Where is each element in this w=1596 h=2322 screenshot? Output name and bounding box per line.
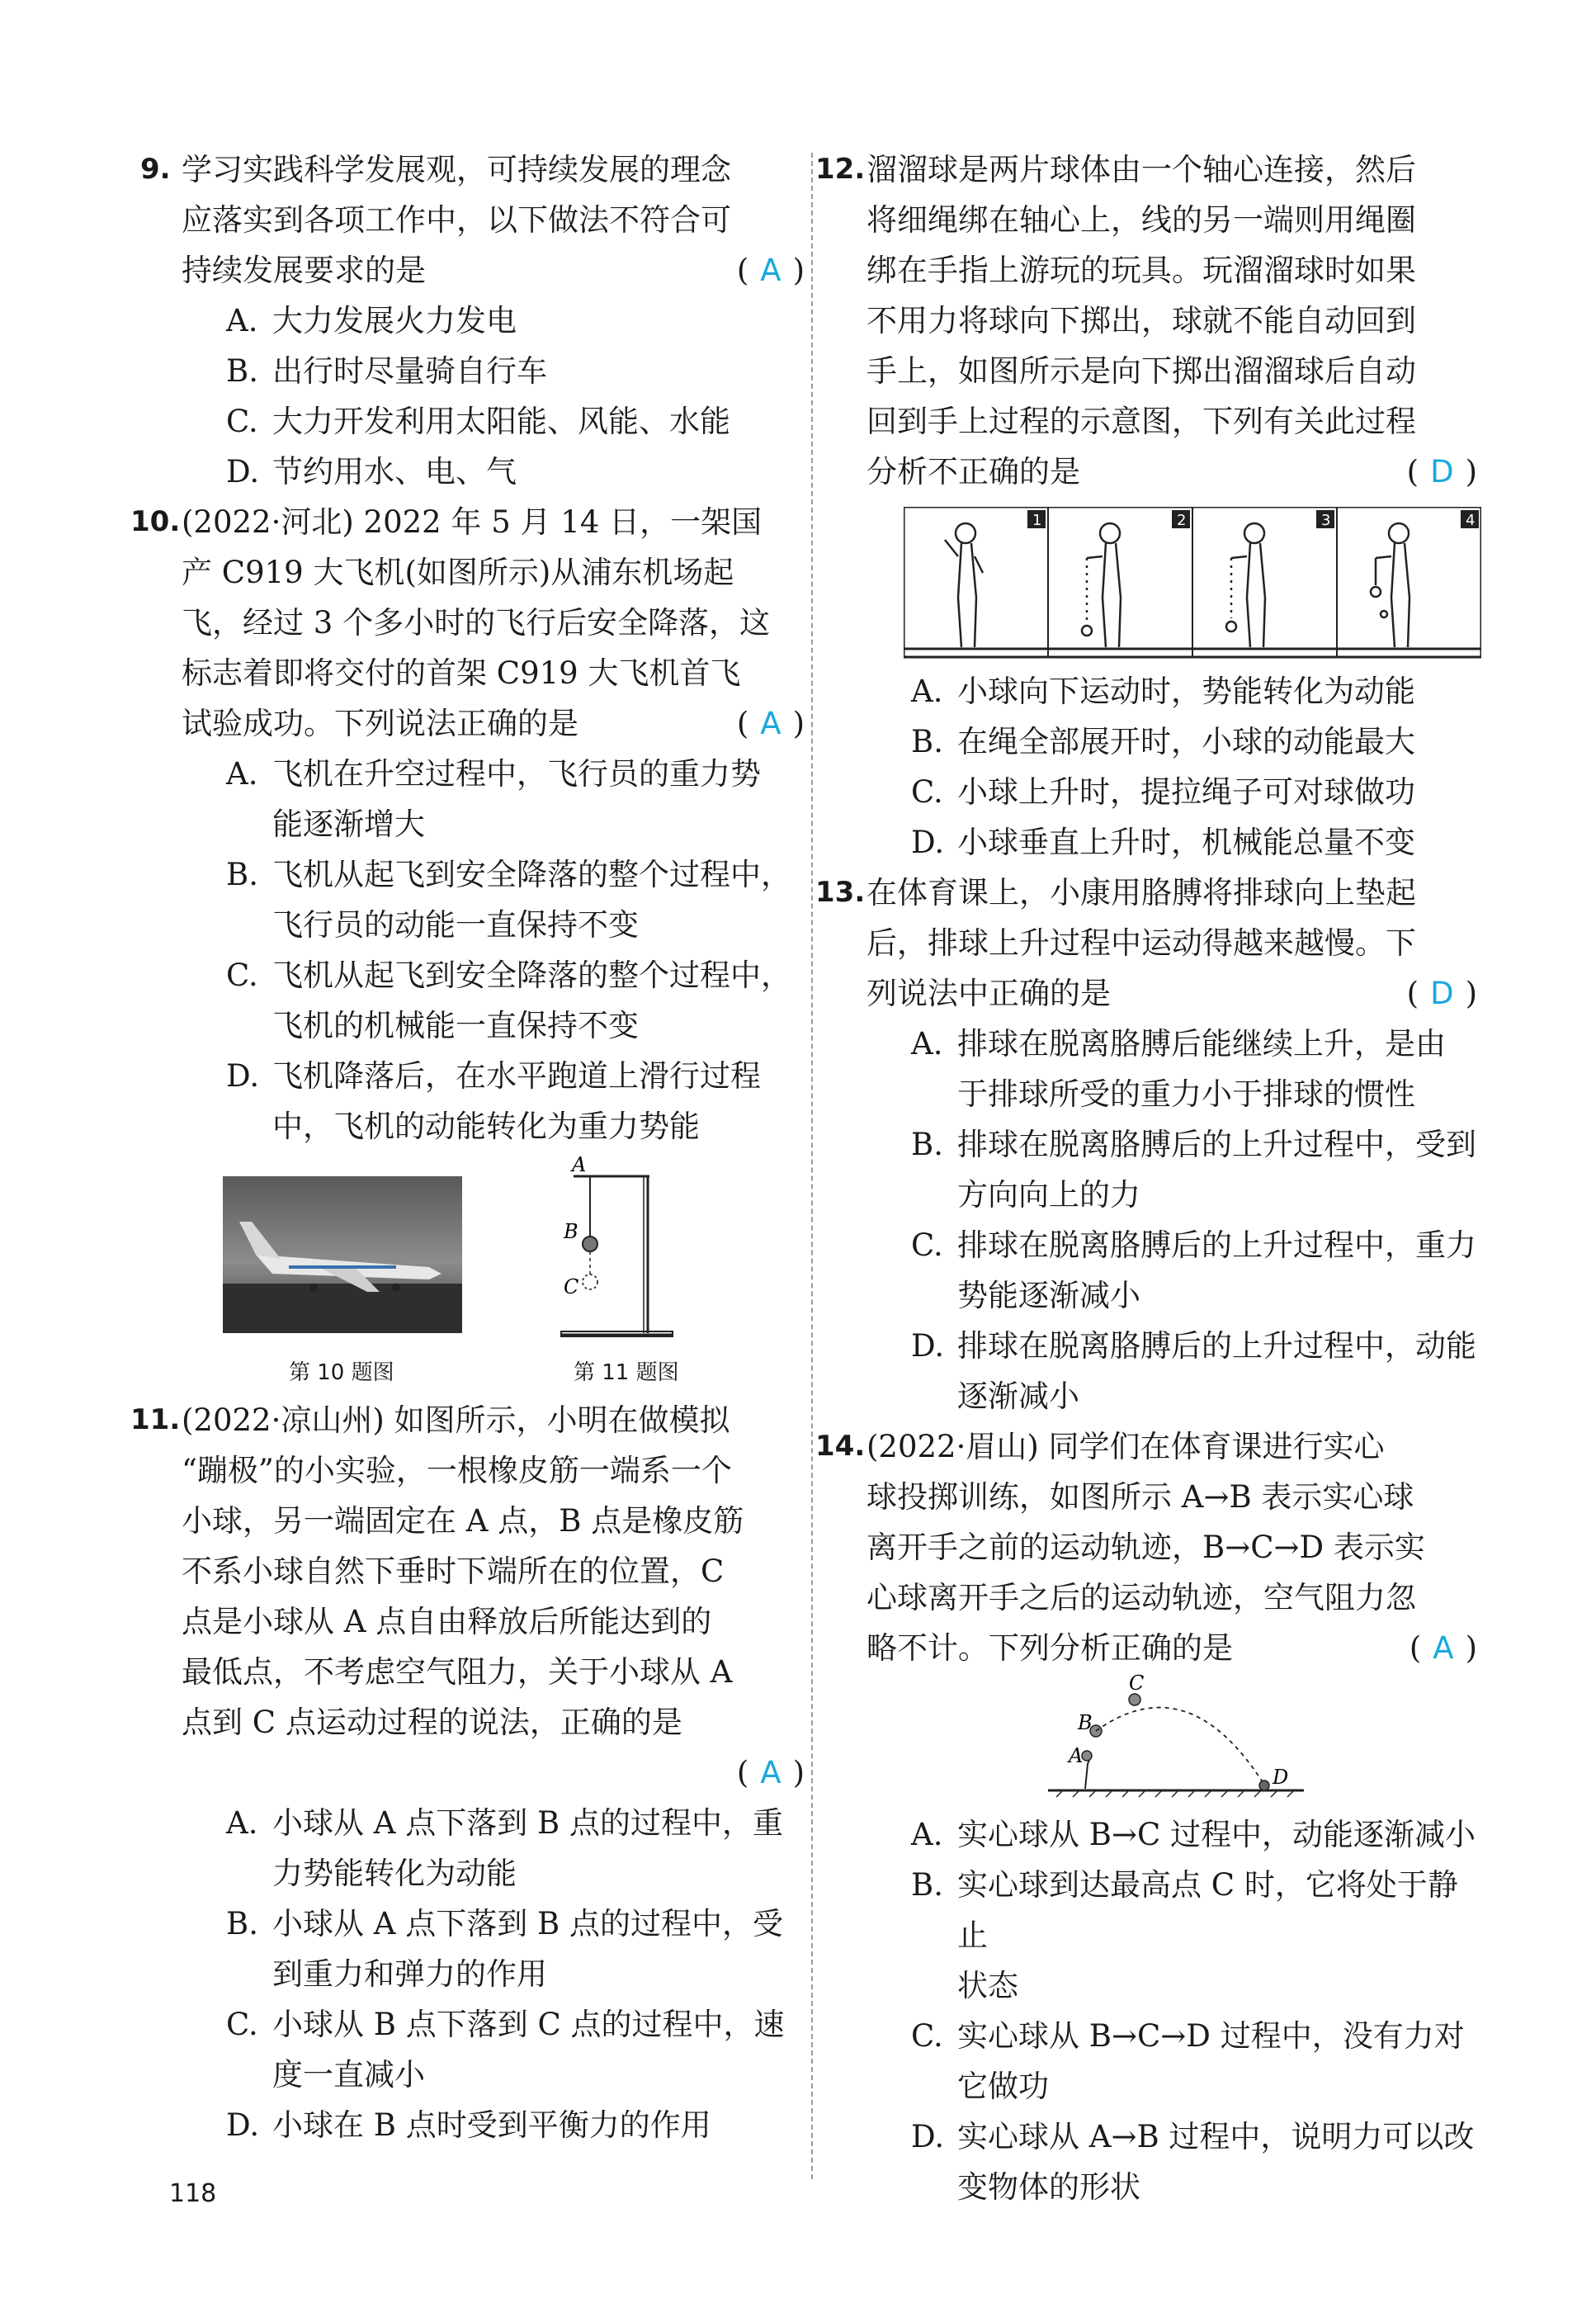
question-number: 14. xyxy=(815,1430,866,1463)
option-label: C. xyxy=(911,2018,943,2054)
stem-line: “蹦极”的小实验，一根橡皮筋一端系一个 xyxy=(182,1453,732,1488)
option-text-cont: 变物体的形状 xyxy=(957,2169,1140,2205)
figures-10-11 xyxy=(140,1152,805,1395)
answer-letter: A xyxy=(760,1755,781,1790)
question-number: 10. xyxy=(130,505,181,538)
option-label: B. xyxy=(911,724,943,759)
option-label: A. xyxy=(226,303,258,338)
option-text: 在绳全部展开时，小球的动能最大 xyxy=(957,724,1415,759)
option-text: 飞机在升空过程中，飞行员的重力势 xyxy=(272,756,761,792)
yoyo-sequence-diagram xyxy=(904,507,1481,660)
option-label: B. xyxy=(226,1906,258,1941)
option-a xyxy=(182,749,805,849)
panel-number-4: 4 xyxy=(1466,512,1476,529)
option-text: 排球在脱离胳膊后的上升过程中，动能 xyxy=(957,1328,1476,1364)
option-label: B. xyxy=(226,857,258,892)
answer-bracket: ( A ) xyxy=(736,1755,805,1790)
stem-line: 点到 C 点运动过程的说法，正确的是 xyxy=(182,1705,682,1740)
option-text-cont: 逐渐减小 xyxy=(957,1379,1079,1414)
option-text: 出行时尽量骑自行车 xyxy=(272,353,547,389)
stem-line: 小球，另一端固定在 A 点，B 点是橡皮筋 xyxy=(182,1503,744,1539)
option-label: C. xyxy=(226,404,258,439)
point-d-label: D xyxy=(1273,1766,1289,1789)
yoyo-figure xyxy=(825,497,1477,666)
option-text: 排球在脱离胳膊后的上升过程中，重力 xyxy=(957,1227,1476,1263)
stem-line: 学习实践科学发展观，可持续发展的理念 xyxy=(182,152,731,187)
answer-letter: A xyxy=(1433,1630,1454,1666)
answer-letter: A xyxy=(760,253,781,288)
option-text: 小球垂直上升时，机械能总量不变 xyxy=(957,825,1415,860)
stem-text: 试验成功。下列说法正确的是 xyxy=(182,706,578,741)
option-d xyxy=(866,2112,1477,2212)
option-b xyxy=(182,1899,805,1999)
option-text: 小球从 A 点下落到 B 点的过程中，重 xyxy=(272,1805,783,1841)
stem-line: 球投掷训练，如图所示 A→B 表示实心球 xyxy=(866,1479,1414,1515)
option-text: 排球在脱离胳膊后能继续上升，是由 xyxy=(957,1026,1446,1062)
stem-line xyxy=(182,245,805,296)
stem-line: 不用力将球向下掷出，球就不能自动回到 xyxy=(866,303,1416,338)
stem-line: 最低点，不考虑空气阻力，关于小球从 A xyxy=(182,1654,733,1690)
stem-line: (2022·河北) 2022 年 5 月 14 日，一架国 xyxy=(182,504,763,540)
option-a xyxy=(866,1809,1477,1860)
stem-line: 将细绳绑在轴心上，线的另一端则用绳圈 xyxy=(866,202,1416,238)
point-b-label: B xyxy=(564,1220,578,1243)
option-label: D. xyxy=(911,2119,945,2154)
option-text-cont: 状态 xyxy=(957,1968,1018,2003)
option-label: D. xyxy=(226,454,260,489)
option-text: 小球从 B 点下落到 C 点的过程中，速 xyxy=(272,2007,785,2042)
question-stem xyxy=(815,868,1477,1019)
option-b xyxy=(866,1119,1477,1220)
option-text-cont: 飞机的机械能一直保持不变 xyxy=(272,1008,639,1043)
stem-line: 产 C919 大飞机(如图所示)从浦东机场起 xyxy=(182,555,734,590)
option-label: B. xyxy=(911,1127,943,1162)
answer-bracket: ( A ) xyxy=(1409,1630,1477,1666)
panel-number-2: 2 xyxy=(1177,512,1187,529)
stem-line: 不系小球自然下垂时下端所在的位置，C xyxy=(182,1554,725,1589)
option-b xyxy=(182,346,805,396)
stem-line xyxy=(182,698,805,749)
option-label: B. xyxy=(911,1867,943,1903)
option-label: A. xyxy=(911,674,943,709)
option-text-cont: 于排球所受的重力小于排球的惯性 xyxy=(957,1076,1415,1112)
page-number: 118 xyxy=(169,2179,217,2208)
stem-line: (2022·眉山) 同学们在体育课进行实心 xyxy=(866,1429,1385,1464)
option-text: 小球从 A 点下落到 B 点的过程中，受 xyxy=(272,1906,783,1941)
option-b xyxy=(866,1860,1477,2011)
option-label: D. xyxy=(911,825,945,860)
option-text-cont: 度一直减小 xyxy=(272,2057,425,2093)
question-stem xyxy=(815,144,1477,497)
question-11 xyxy=(130,1395,805,2150)
stem-line xyxy=(866,1623,1477,1673)
question-stem xyxy=(140,144,805,296)
question-stem xyxy=(130,1395,805,1798)
option-text: 小球在 B 点时受到平衡力的作用 xyxy=(272,2107,711,2143)
question-number: 9. xyxy=(140,153,171,186)
point-b-label: B xyxy=(1078,1711,1093,1734)
question-stem xyxy=(815,1421,1477,1673)
point-a-label: A xyxy=(1069,1744,1084,1767)
stem-text: 列说法中正确的是 xyxy=(866,976,1111,1011)
stem-line: 标志着即将交付的首架 C919 大飞机首飞 xyxy=(182,655,741,691)
answer-letter: D xyxy=(1430,454,1454,489)
option-text: 飞机降落后，在水平跑道上滑行过程 xyxy=(272,1058,761,1094)
question-number: 12. xyxy=(815,153,866,186)
figure-11-caption: 第 11 题图 xyxy=(574,1360,679,1385)
option-a xyxy=(866,666,1477,716)
question-number: 13. xyxy=(815,876,866,909)
option-d xyxy=(866,817,1477,868)
option-text: 飞机从起飞到安全降落的整个过程中， xyxy=(272,958,791,993)
answer-letter: D xyxy=(1430,976,1454,1011)
stem-line: 后，排球上升过程中运动得越来越慢。下 xyxy=(866,925,1416,961)
option-text: 小球上升时，提拉绳子可对球做功 xyxy=(957,774,1415,810)
question-12 xyxy=(815,144,1477,868)
question-14 xyxy=(815,1421,1477,2212)
option-d xyxy=(182,2100,805,2150)
option-a xyxy=(182,1798,805,1899)
right-column xyxy=(815,144,1477,2212)
answer-line xyxy=(182,1747,805,1798)
option-label: C. xyxy=(911,774,943,810)
option-d xyxy=(182,447,805,497)
option-label: B. xyxy=(226,353,258,389)
option-text: 小球向下运动时，势能转化为动能 xyxy=(957,674,1415,709)
stem-line: (2022·凉山州) 如图所示，小明在做模拟 xyxy=(182,1402,730,1438)
panel-number-3: 3 xyxy=(1321,512,1331,529)
option-text: 实心球从 B→C→D 过程中，没有力对 xyxy=(957,2018,1465,2054)
left-column xyxy=(130,144,805,2150)
option-label: D. xyxy=(911,1328,945,1364)
airplane-photo xyxy=(223,1176,462,1333)
option-label: A. xyxy=(226,1805,258,1841)
answer-bracket: ( D ) xyxy=(1406,454,1477,489)
option-d xyxy=(866,1321,1477,1421)
option-text: 排球在脱离胳膊后的上升过程中，受到 xyxy=(957,1127,1476,1162)
option-c xyxy=(866,2011,1477,2112)
option-c xyxy=(182,950,805,1051)
option-text: 大力开发利用太阳能、风能、水能 xyxy=(272,404,730,439)
option-c xyxy=(866,1220,1477,1321)
option-b xyxy=(182,849,805,950)
option-label: A. xyxy=(911,1026,943,1062)
option-text-cont: 飞行员的动能一直保持不变 xyxy=(272,907,639,943)
option-label: A. xyxy=(226,756,258,792)
question-13 xyxy=(815,868,1477,1421)
option-text: 大力发展火力发电 xyxy=(272,303,517,338)
option-label: C. xyxy=(911,1227,943,1263)
stem-line: 心球离开手之后的运动轨迹，空气阻力忽 xyxy=(866,1580,1416,1615)
question-stem xyxy=(130,497,805,749)
stem-text: 持续发展要求的是 xyxy=(182,253,426,288)
option-text: 飞机从起飞到安全降落的整个过程中， xyxy=(272,857,791,892)
stem-line: 应落实到各项工作中，以下做法不符合可 xyxy=(182,202,731,238)
option-text-cont: 它做功 xyxy=(957,2069,1049,2104)
option-text-cont: 势能逐渐减小 xyxy=(957,1278,1140,1313)
figure-10-caption: 第 10 题图 xyxy=(289,1360,394,1385)
option-b xyxy=(866,716,1477,767)
point-a-label: A xyxy=(572,1153,587,1176)
answer-bracket: ( A ) xyxy=(736,253,805,288)
stem-line: 溜溜球是两片球体由一个轴心连接，然后 xyxy=(866,152,1416,187)
option-a xyxy=(182,296,805,346)
option-text-cont: 方向向上的力 xyxy=(957,1177,1140,1213)
option-c xyxy=(182,396,805,447)
bungee-apparatus-diagram xyxy=(541,1152,681,1341)
option-text-cont: 中，飞机的动能转化为重力势能 xyxy=(272,1109,700,1144)
question-10 xyxy=(130,497,805,1152)
option-c xyxy=(866,767,1477,817)
question-number: 11. xyxy=(130,1403,181,1436)
stem-line xyxy=(866,968,1477,1019)
option-c xyxy=(182,1999,805,2100)
point-c-label: C xyxy=(1129,1673,1145,1695)
stem-text: 分析不正确的是 xyxy=(866,454,1080,489)
stem-line: 点是小球从 A 点自由释放后所能达到的 xyxy=(182,1604,712,1639)
answer-bracket: ( A ) xyxy=(736,706,805,741)
point-c-label: C xyxy=(564,1275,579,1298)
panel-number-1: 1 xyxy=(1032,512,1042,529)
option-text: 实心球从 A→B 过程中，说明力可以改 xyxy=(957,2119,1475,2154)
question-9 xyxy=(140,144,805,497)
stem-line: 在体育课上，小康用胳膊将排球向上垫起 xyxy=(866,875,1416,910)
option-label: D. xyxy=(226,2107,260,2143)
option-text: 实心球从 B→C 过程中，动能逐渐减小 xyxy=(957,1817,1476,1852)
option-text-cont: 能逐渐增大 xyxy=(272,806,425,842)
answer-bracket: ( D ) xyxy=(1406,976,1477,1011)
option-text-cont: 力势能转化为动能 xyxy=(272,1856,517,1891)
option-label: D. xyxy=(226,1058,260,1094)
stem-line: 回到手上过程的示意图，下列有关此过程 xyxy=(866,404,1416,439)
option-text: 实心球到达最高点 C 时，它将处于静止 xyxy=(957,1867,1458,1953)
option-text: 节约用水、电、气 xyxy=(272,454,517,489)
shot-put-trajectory-diagram xyxy=(1040,1673,1312,1805)
stem-line: 绑在手指上游玩的玩具。玩溜溜球时如果 xyxy=(866,253,1416,288)
stem-line xyxy=(866,447,1477,497)
shot-put-figure xyxy=(825,1673,1477,1809)
option-label: C. xyxy=(226,958,258,993)
stem-text: 略不计。下列分析正确的是 xyxy=(866,1630,1233,1666)
answer-letter: A xyxy=(760,706,781,741)
option-d xyxy=(182,1051,805,1152)
option-label: C. xyxy=(226,2007,258,2042)
option-text-cont: 到重力和弹力的作用 xyxy=(272,1956,547,1992)
stem-line: 飞，经过 3 个多小时的飞行后安全降落，这 xyxy=(182,605,771,641)
column-divider xyxy=(811,153,813,2179)
stem-line: 离开手之前的运动轨迹，B→C→D 表示实 xyxy=(866,1530,1425,1565)
stem-line: 手上，如图所示是向下掷出溜溜球后自动 xyxy=(866,353,1416,389)
option-label: A. xyxy=(911,1817,943,1852)
option-a xyxy=(866,1019,1477,1119)
